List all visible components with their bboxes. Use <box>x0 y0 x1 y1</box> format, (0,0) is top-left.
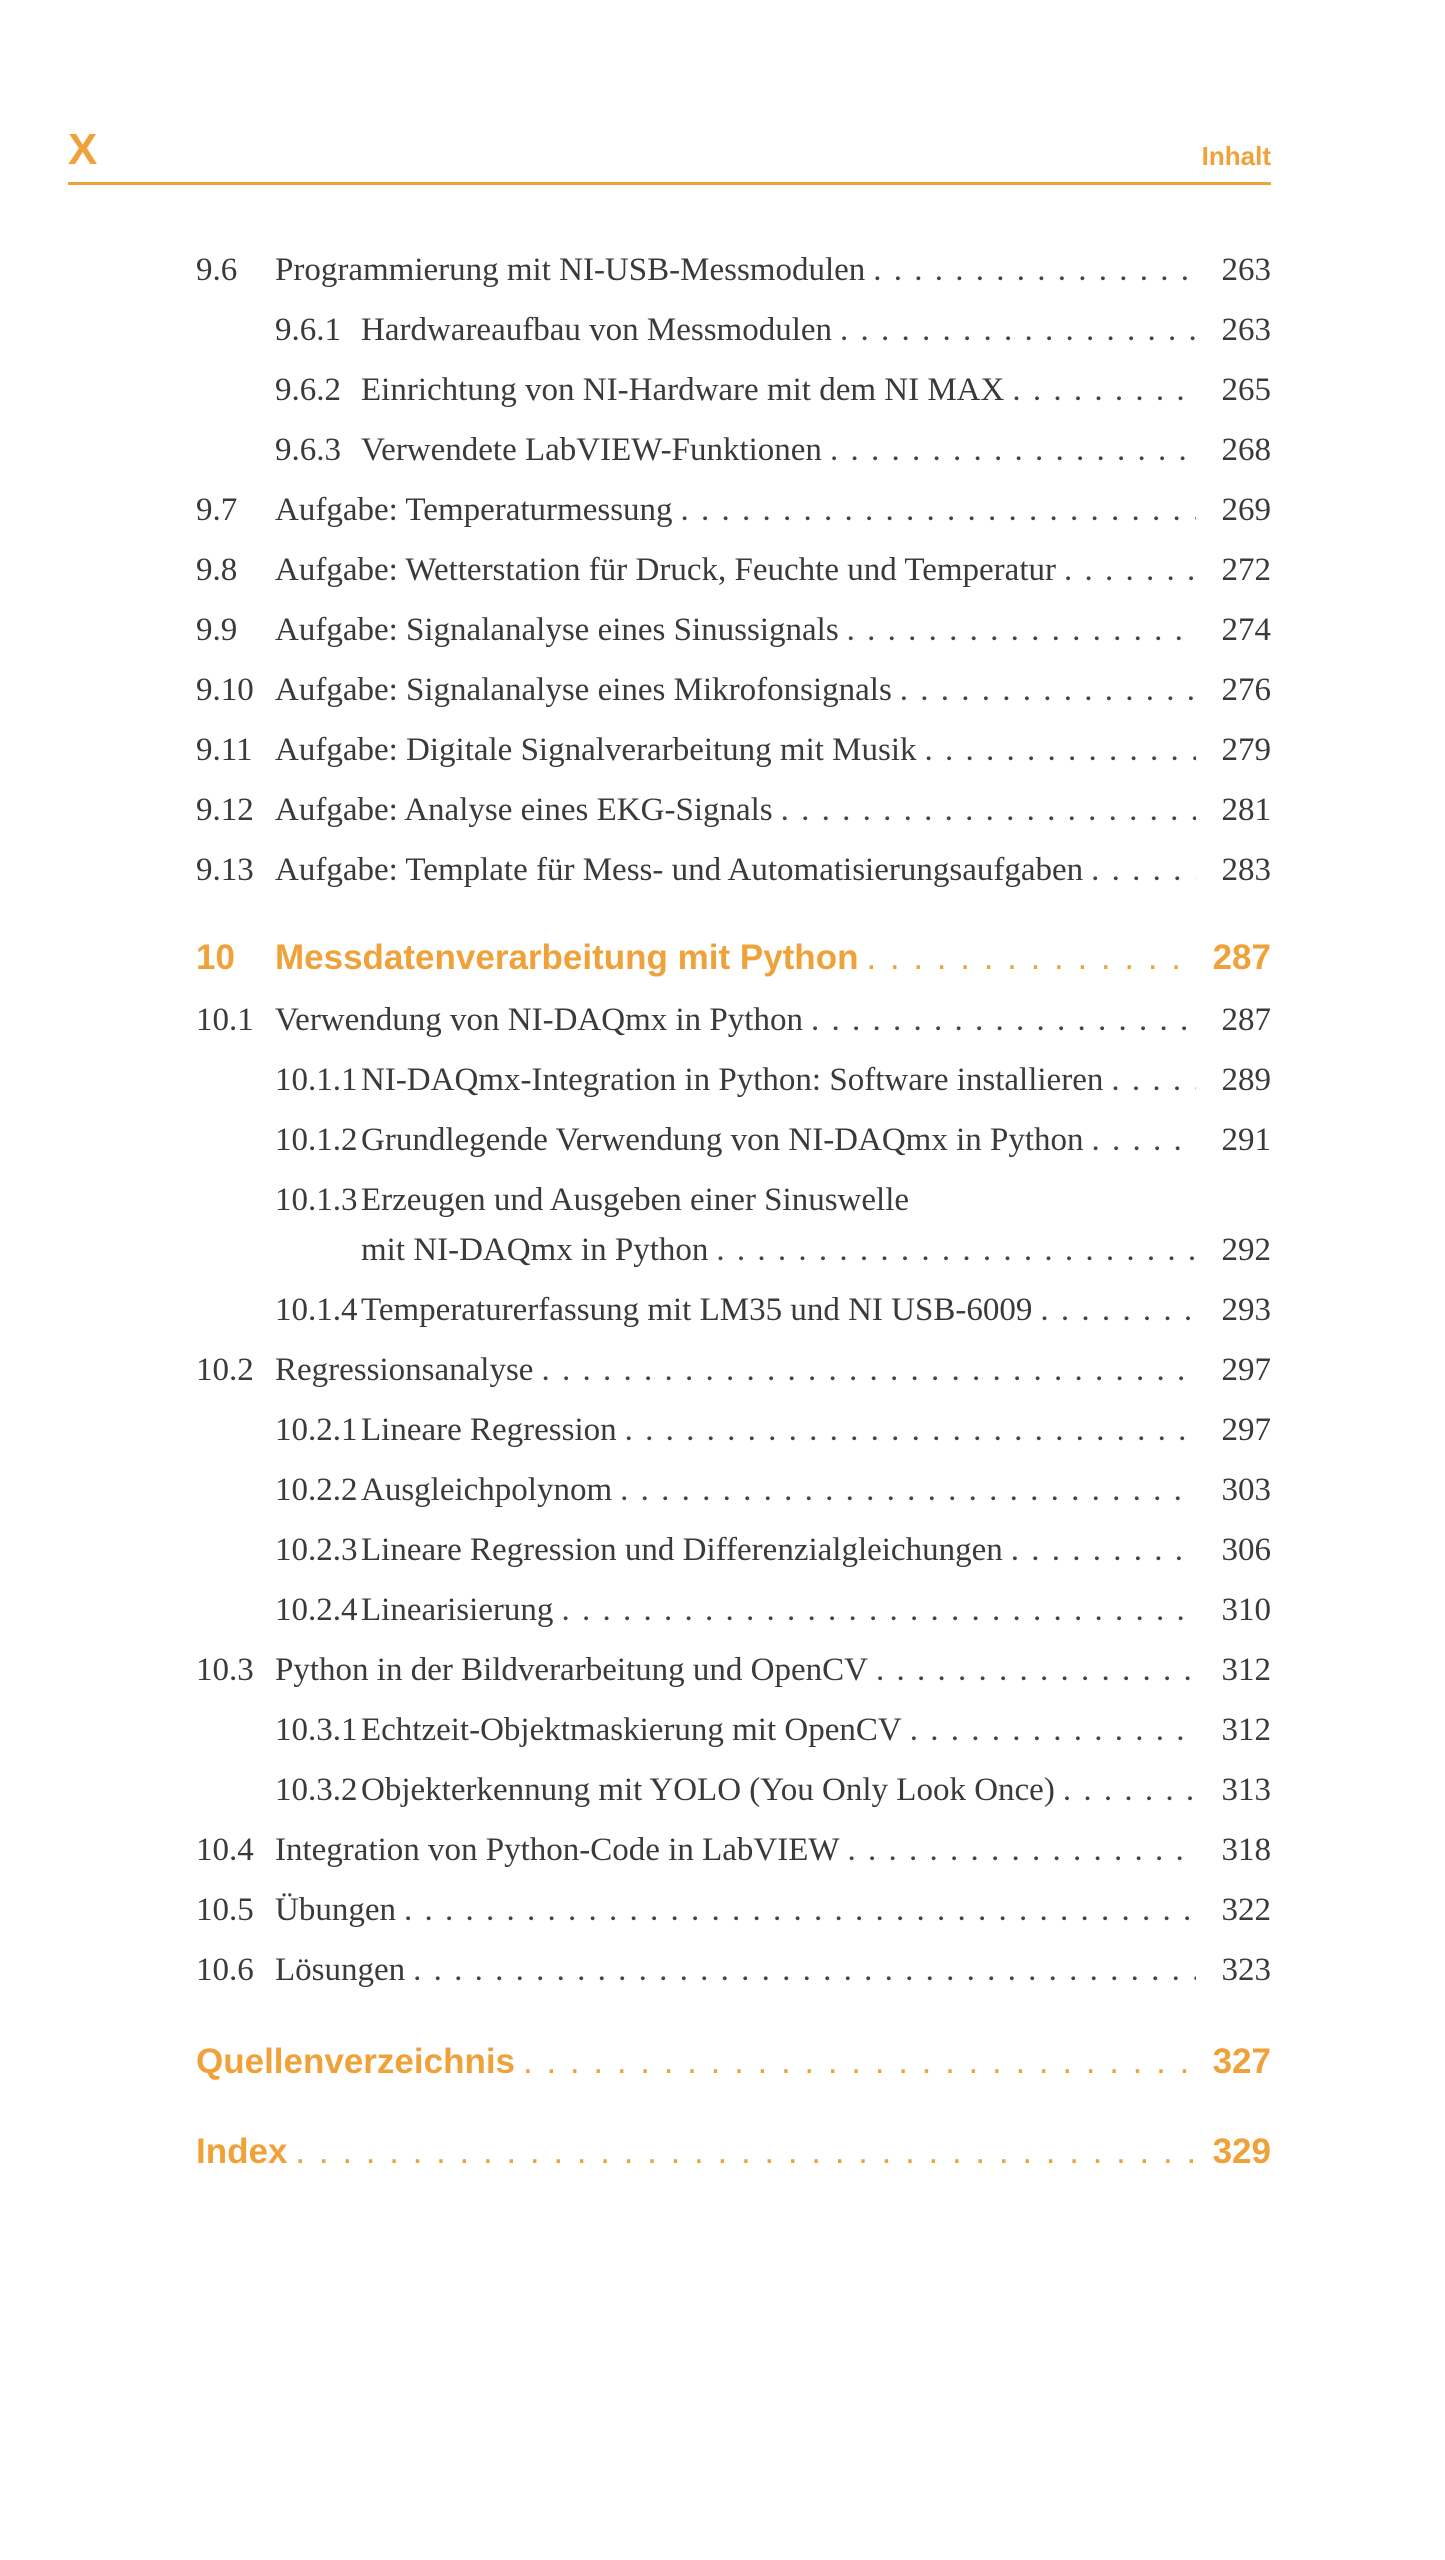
toc-entry[interactable] <box>196 366 1271 416</box>
chapter-title: Quellenverzeichnis <box>196 2042 516 2081</box>
toc-entry[interactable] <box>196 1706 1271 1756</box>
toc-title: Verwendung von NI-DAQmx in Python <box>275 1002 803 1038</box>
toc-title: Erzeugen und Ausgeben einer Sinuswelle <box>361 1182 910 1218</box>
toc-title: Echtzeit-Objektmaskierung mit OpenCV <box>361 1712 902 1748</box>
dot-leader <box>620 1466 1196 1514</box>
dot-leader <box>523 2036 1196 2088</box>
toc-number: 9.6.1 <box>275 312 341 348</box>
dot-leader <box>811 996 1196 1044</box>
toc-page: 322 <box>1221 1892 1271 1928</box>
dot-leader <box>830 426 1196 474</box>
dot-leader <box>561 1586 1196 1634</box>
toc-page: 274 <box>1221 612 1271 648</box>
dot-leader <box>781 786 1196 834</box>
chapter-number: 10 <box>196 938 235 977</box>
toc-page: 297 <box>1221 1352 1271 1388</box>
toc-title: Python in der Bildverarbeitung und OpenCV <box>275 1652 869 1688</box>
toc-title: NI-DAQmx-Integration in Python: Software installieren <box>361 1062 1104 1098</box>
toc-entry[interactable] <box>196 726 1271 776</box>
toc-chapter-entry[interactable] <box>196 932 1271 988</box>
toc-title: Lineare Regression <box>361 1412 617 1448</box>
toc-entry[interactable] <box>196 1946 1271 1996</box>
toc-entry[interactable] <box>196 1406 1271 1456</box>
toc-entry[interactable] <box>196 1646 1271 1696</box>
chapter-page: 329 <box>1212 2132 1271 2171</box>
toc-title: Aufgabe: Template für Mess- und Automatisierungsaufgaben <box>275 852 1084 888</box>
toc-entry[interactable] <box>196 426 1271 476</box>
toc-page: 297 <box>1221 1412 1271 1448</box>
toc-page: 283 <box>1221 852 1271 888</box>
toc-entry[interactable] <box>196 1346 1271 1396</box>
dot-leader <box>1040 1286 1196 1334</box>
dot-leader <box>1092 1116 1196 1164</box>
dot-leader <box>681 486 1196 534</box>
dot-leader <box>847 606 1196 654</box>
toc-number: 10.2.3 <box>275 1532 358 1568</box>
toc-number: 9.7 <box>196 492 238 528</box>
toc-title: Regressionsanalyse <box>275 1352 534 1388</box>
toc-title: Einrichtung von NI-Hardware mit dem NI MAX <box>361 372 1005 408</box>
toc-number: 10.3 <box>196 1652 254 1688</box>
toc-entry[interactable] <box>196 1116 1271 1166</box>
chapter-title: Index <box>196 2132 288 2171</box>
page-number: X <box>68 125 98 174</box>
toc-title: Programmierung mit NI-USB-Messmodulen <box>275 252 866 288</box>
toc-title: Aufgabe: Wetterstation für Druck, Feuchte und Temperatur <box>275 552 1056 588</box>
dot-leader <box>1011 1526 1196 1574</box>
toc-title: Grundlegende Verwendung von NI-DAQmx in Python <box>361 1122 1084 1158</box>
toc-number: 9.9 <box>196 612 238 648</box>
dot-leader <box>840 306 1196 354</box>
toc-title: Integration von Python-Code in LabVIEW <box>275 1832 840 1868</box>
toc-title: Aufgabe: Temperaturmessung <box>275 492 673 528</box>
toc-entry[interactable] <box>196 486 1271 536</box>
toc-page: 303 <box>1221 1472 1271 1508</box>
toc-number: 9.13 <box>196 852 254 888</box>
toc-page: 291 <box>1221 1122 1271 1158</box>
toc-title: Lineare Regression und Differenzialgleichungen <box>361 1532 1003 1568</box>
toc-entry[interactable] <box>196 606 1271 656</box>
toc-entry[interactable] <box>196 1176 1271 1286</box>
toc-entry[interactable] <box>196 996 1271 1046</box>
chapter-page: 287 <box>1212 938 1271 977</box>
toc-page: 312 <box>1221 1652 1271 1688</box>
toc-page: 318 <box>1221 1832 1271 1868</box>
toc-number: 10.5 <box>196 1892 254 1928</box>
toc-page: 265 <box>1221 372 1271 408</box>
dot-leader <box>848 1826 1196 1874</box>
toc-number: 10.2.1 <box>275 1412 358 1448</box>
toc-title: Aufgabe: Digitale Signalverarbeitung mit Musik <box>275 732 917 768</box>
toc-entry[interactable] <box>196 1526 1271 1576</box>
toc-number: 10.6 <box>196 1952 254 1988</box>
toc-title: Ausgleichpolynom <box>361 1472 613 1508</box>
dot-leader <box>1091 846 1196 894</box>
toc-page: 323 <box>1221 1952 1271 1988</box>
toc-number: 10.1.1 <box>275 1062 358 1098</box>
dot-leader <box>910 1706 1196 1754</box>
toc-number: 9.6 <box>196 252 238 288</box>
toc-page: 263 <box>1221 312 1271 348</box>
toc-number: 10.2.2 <box>275 1472 358 1508</box>
toc-title: Übungen <box>275 1892 396 1928</box>
toc-entry[interactable] <box>196 246 1271 296</box>
toc-number: 10.2 <box>196 1352 254 1388</box>
toc-number: 10.2.4 <box>275 1592 358 1628</box>
toc-entry[interactable] <box>196 1886 1271 1936</box>
toc-number: 10.4 <box>196 1832 254 1868</box>
toc-page: 289 <box>1221 1062 1271 1098</box>
toc-number: 10.1.4 <box>275 1292 358 1328</box>
toc-entry[interactable] <box>196 1586 1271 1636</box>
toc-title: Verwendete LabVIEW-Funktionen <box>361 432 822 468</box>
toc-number: 9.8 <box>196 552 238 588</box>
toc-title: Temperaturerfassung mit LM35 und NI USB-6009 <box>361 1292 1033 1328</box>
toc-page: 287 <box>1221 1002 1271 1038</box>
toc-number: 10.3.2 <box>275 1772 358 1808</box>
toc-page: 272 <box>1221 552 1271 588</box>
toc-page: 312 <box>1221 1712 1271 1748</box>
toc-page: 269 <box>1221 492 1271 528</box>
toc-title: Hardwareaufbau von Messmodulen <box>361 312 833 348</box>
toc-page: 279 <box>1221 732 1271 768</box>
toc-title-continued: mit NI-DAQmx in Python <box>361 1232 709 1268</box>
dot-leader <box>625 1406 1196 1454</box>
toc-number: 10.1.2 <box>275 1122 358 1158</box>
dot-leader <box>541 1346 1196 1394</box>
dot-leader <box>900 666 1196 714</box>
toc-title: Lösungen <box>275 1952 406 1988</box>
toc-number: 9.6.2 <box>275 372 341 408</box>
dot-leader <box>716 1226 1196 1274</box>
toc-number: 9.6.3 <box>275 432 341 468</box>
toc-entry[interactable] <box>196 1766 1271 1816</box>
toc-entry[interactable] <box>196 666 1271 716</box>
dot-leader <box>1064 546 1196 594</box>
toc-title: Aufgabe: Signalanalyse eines Mikrofonsignals <box>275 672 892 708</box>
toc-entry[interactable] <box>196 1826 1271 1876</box>
toc-page: 293 <box>1221 1292 1271 1328</box>
toc-entry[interactable] <box>196 786 1271 836</box>
running-head: Inhalt <box>1201 141 1271 171</box>
toc-number: 10.1.3 <box>275 1182 358 1218</box>
dot-leader <box>1012 366 1196 414</box>
toc-number: 10.1 <box>196 1002 254 1038</box>
dot-leader <box>866 932 1196 984</box>
toc-number: 9.11 <box>196 732 253 768</box>
toc-title: Aufgabe: Analyse eines EKG-Signals <box>275 792 773 828</box>
dot-leader <box>876 1646 1196 1694</box>
toc-page: 306 <box>1221 1532 1271 1568</box>
toc-entry[interactable] <box>196 306 1271 356</box>
toc-entry[interactable] <box>196 1466 1271 1516</box>
dot-leader <box>413 1946 1196 1994</box>
toc-number: 10.3.1 <box>275 1712 358 1748</box>
toc-number: 9.12 <box>196 792 254 828</box>
toc-page: 310 <box>1221 1592 1271 1628</box>
toc-title: Linearisierung <box>361 1592 554 1628</box>
dot-leader <box>1111 1056 1196 1104</box>
toc-page: 276 <box>1221 672 1271 708</box>
dot-leader <box>404 1886 1196 1934</box>
toc-chapter-entry[interactable] <box>196 2036 1271 2092</box>
dot-leader <box>925 726 1196 774</box>
chapter-title: Messdatenverarbeitung mit Python <box>275 938 859 977</box>
toc-page: 268 <box>1221 432 1271 468</box>
toc-page: 263 <box>1221 252 1271 288</box>
page-header <box>68 126 1271 185</box>
dot-leader <box>295 2126 1196 2178</box>
toc-page: 292 <box>1221 1232 1271 1268</box>
chapter-page: 327 <box>1212 2042 1271 2081</box>
toc-chapter-entry[interactable] <box>196 2126 1271 2182</box>
toc-page: 313 <box>1221 1772 1271 1808</box>
toc-entry[interactable] <box>196 546 1271 596</box>
toc-title: Objekterkennung mit YOLO (You Only Look Once) <box>361 1772 1055 1808</box>
dot-leader <box>1063 1766 1196 1814</box>
toc-page: 281 <box>1221 792 1271 828</box>
toc-title: Aufgabe: Signalanalyse eines Sinussignals <box>275 612 839 648</box>
dot-leader <box>873 246 1196 294</box>
toc-number: 9.10 <box>196 672 254 708</box>
toc-entry[interactable] <box>196 1286 1271 1336</box>
toc-entry[interactable] <box>196 1056 1271 1106</box>
toc-entry[interactable] <box>196 846 1271 896</box>
